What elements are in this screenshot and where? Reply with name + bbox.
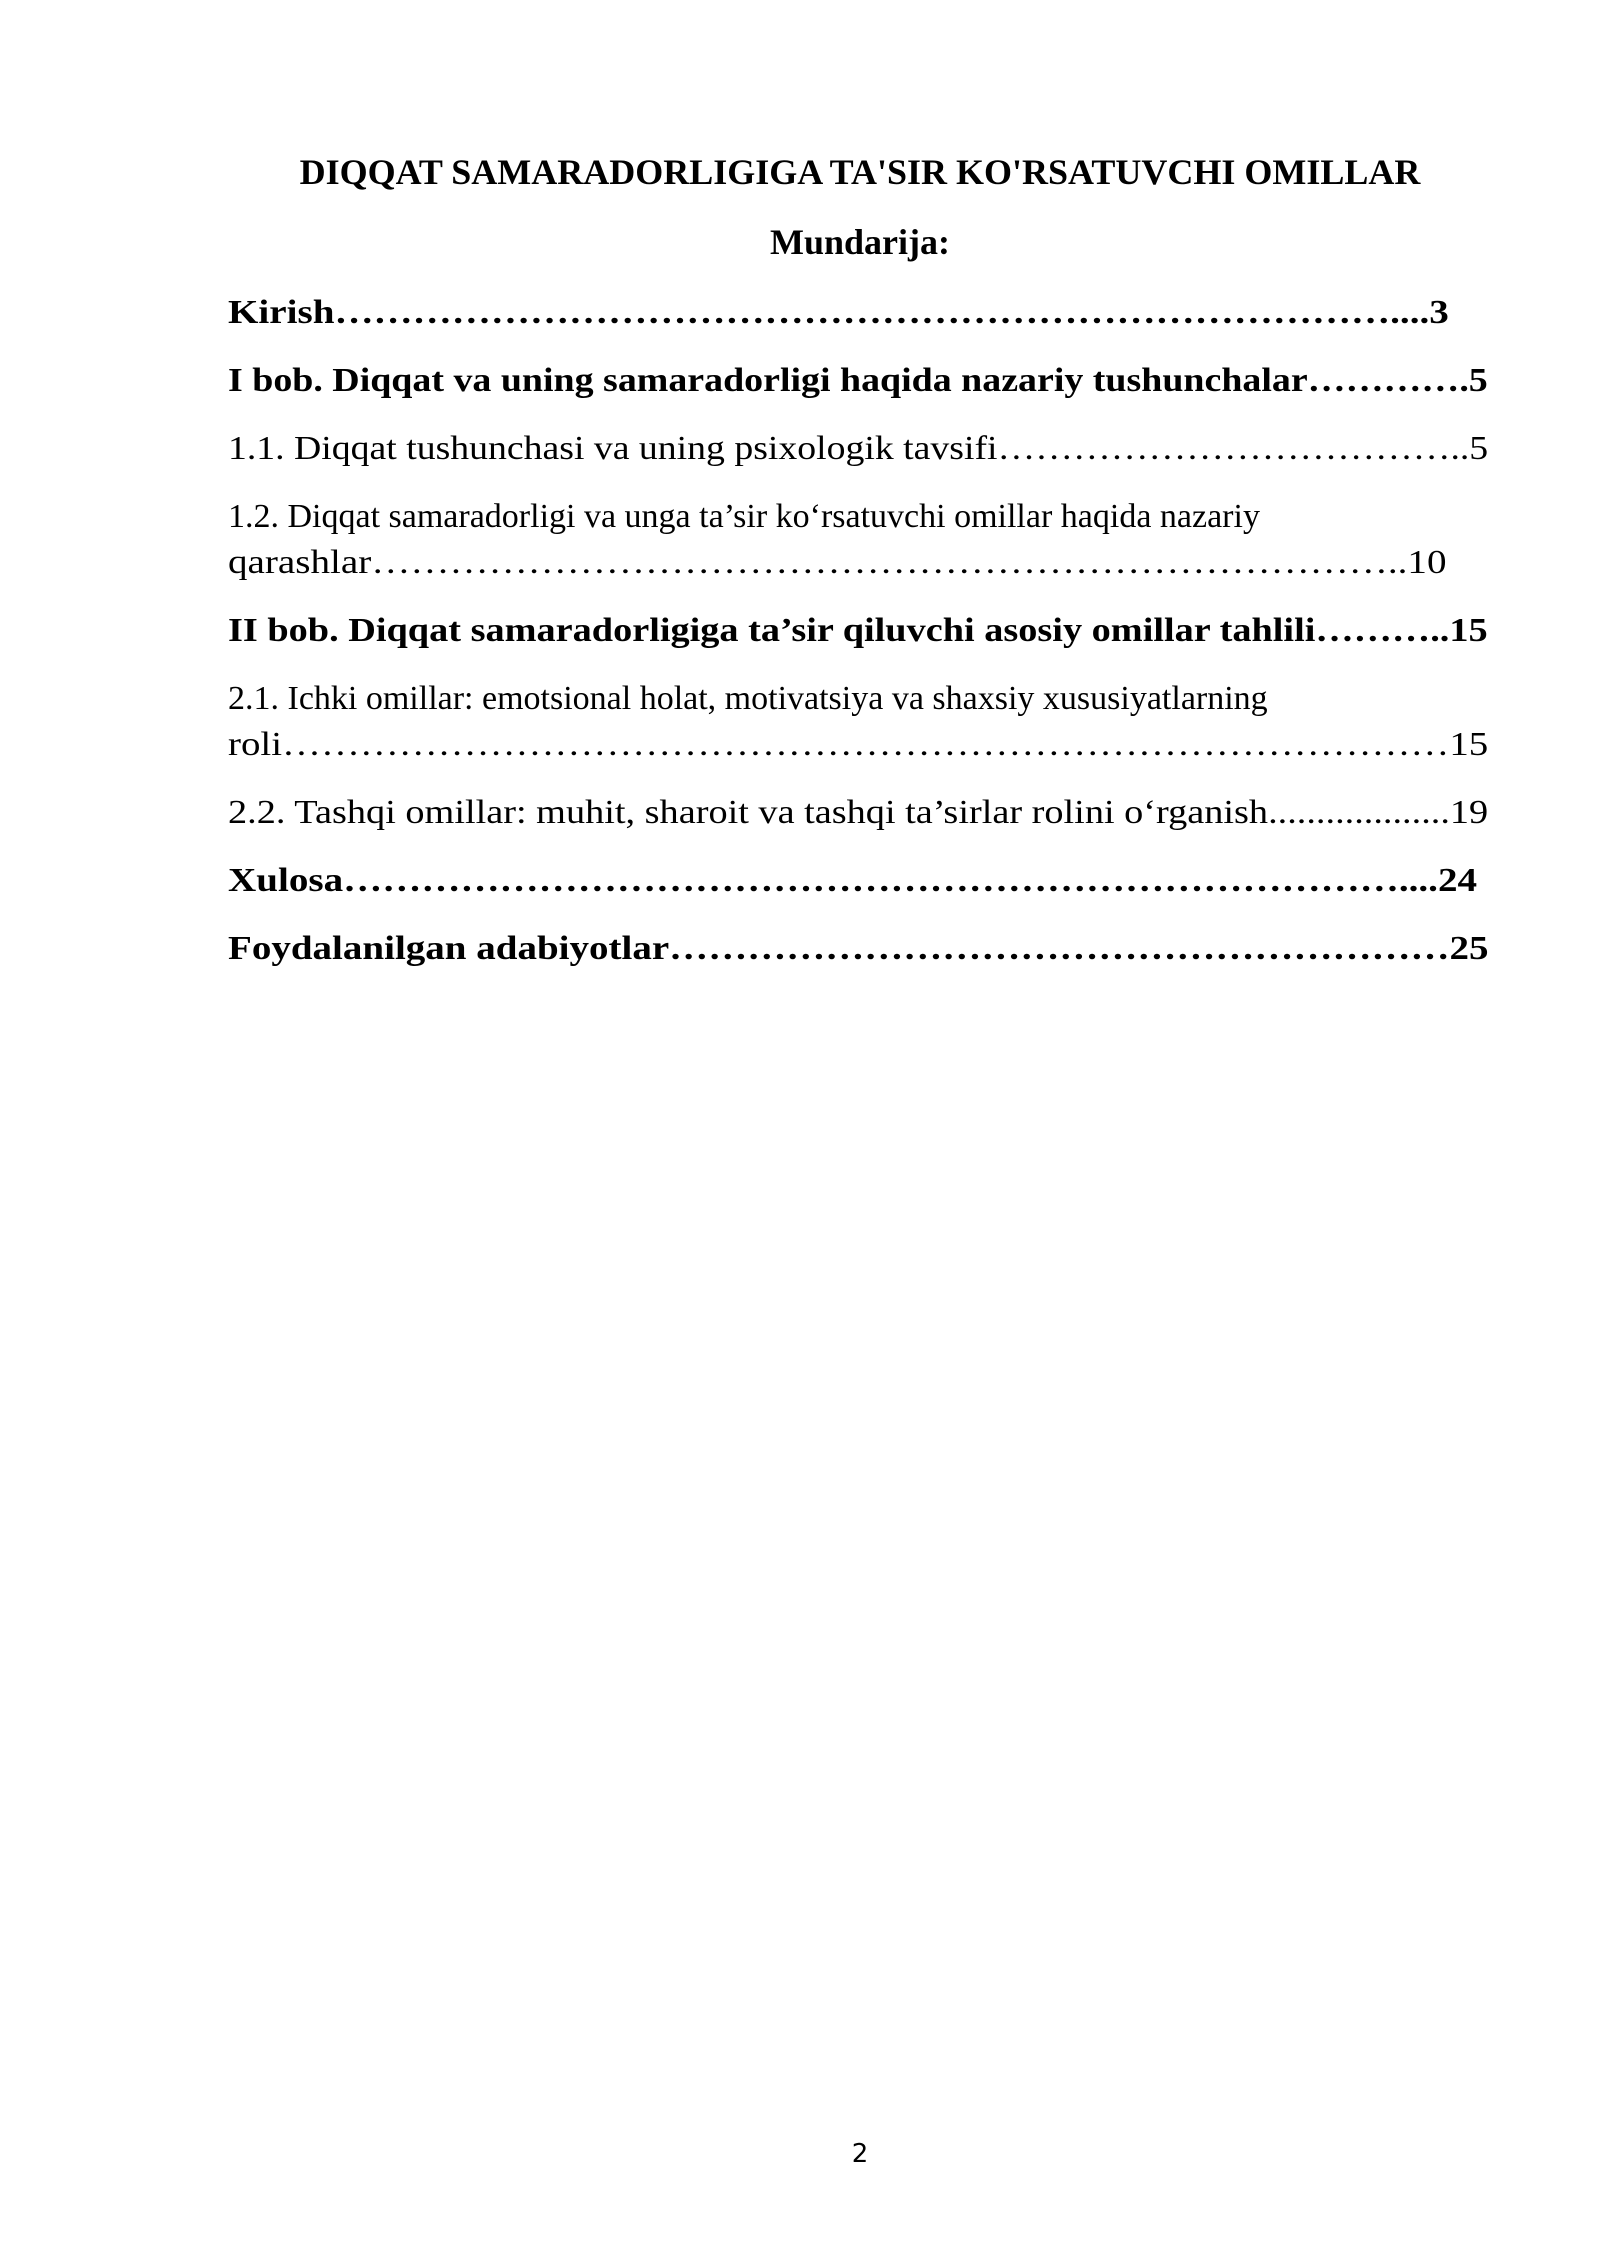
toc-entry-chapter-2[interactable] — [228, 608, 1488, 654]
toc-entry-line: 1.1. Diqqat tushunchasi va uning psixologik tavsifi………………………………..5 — [228, 430, 1489, 467]
toc-entry-line: 1.2. Diqqat samaradorligi va unga ta’sir ko‘rsatuvchi omillar haqida nazariy — [228, 498, 1260, 535]
toc-entry-introduction[interactable] — [228, 290, 1488, 336]
toc-entry-line: 2.2. Tashqi omillar: muhit, sharoit va tashqi ta’sirlar rolini o‘rganish...................19 — [228, 794, 1489, 831]
toc-entry-chapter-1[interactable] — [228, 358, 1488, 404]
toc-entry-line: Foydalanilgan adabiyotlar……………………………………………………25 — [228, 930, 1489, 967]
toc-entry-section-1-1[interactable] — [228, 426, 1488, 472]
toc-entry-line: Kirish………………………………………………………………………....3 — [228, 294, 1449, 331]
toc-entry-line: Xulosa………………………………………………………………………....24 — [228, 862, 1478, 899]
toc-entry-line: qarashlar……………………………………………………………………..10 — [228, 544, 1447, 581]
toc-entry-section-2-2[interactable] — [228, 790, 1488, 836]
toc-entry-section-2-1[interactable] — [228, 676, 1488, 768]
toc-entry-conclusion[interactable] — [228, 858, 1488, 904]
toc-heading: Mundarija: — [770, 222, 950, 262]
page-number: 2 — [851, 2139, 869, 2169]
toc-entry-section-1-2[interactable] — [228, 494, 1488, 586]
toc-entry-line: 2.1. Ichki omillar: emotsional holat, motivatsiya va shaxsiy xususiyatlarning — [228, 680, 1268, 717]
toc-entry-line: roli………………………………………………………………………………15 — [228, 726, 1489, 763]
toc-entry-references[interactable] — [228, 926, 1488, 972]
document-title: DIQQAT SAMARADORLIGIGA TA'SIR KO'RSATUVCHI OMILLAR — [299, 152, 1421, 192]
toc-entry-line: II bob. Diqqat samaradorligiga ta’sir qiluvchi asosiy omillar tahlili………..15 — [228, 612, 1488, 649]
toc-entry-line: I bob. Diqqat va uning samaradorligi haqida nazariy tushunchalar………….5 — [228, 362, 1488, 399]
